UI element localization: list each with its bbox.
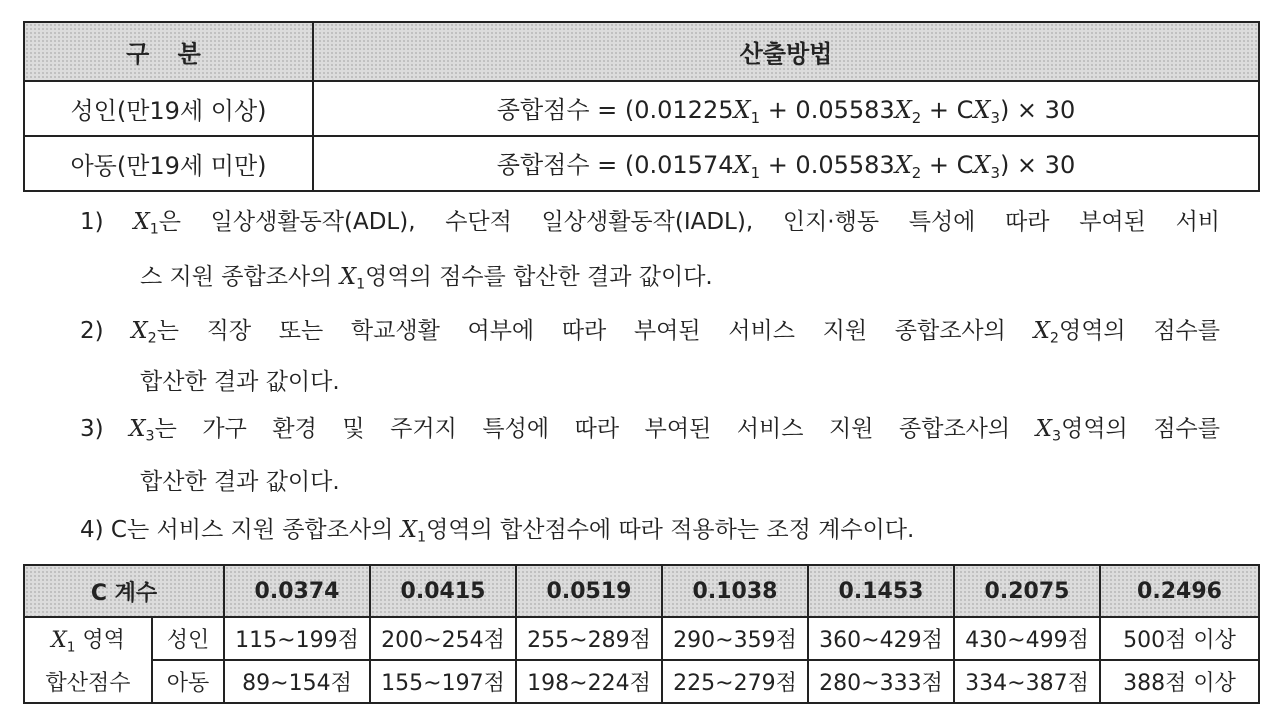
formula-cell: 종합점수 = $(0.01574X_1 + 0.05583X_2 + CX_3) \times 30$: [313, 136, 1259, 191]
coefficient-value: 0.2496: [1100, 565, 1259, 617]
range-cell: 280~333점: [808, 660, 954, 703]
range-cell: 198~224점: [516, 660, 662, 703]
coefficient-table: [23, 564, 1260, 704]
range-cell: 334~387점: [954, 660, 1100, 703]
note-2-line-2: 합산한 결과 값이다.: [140, 369, 340, 395]
group-cell: 아동(만19세 미만): [24, 136, 313, 191]
group-cell: 성인(만19세 이상): [24, 81, 313, 136]
formula-cell: 종합점수 = $(0.01225X_1 + 0.05583X_2 + CX_3) \times 30$: [313, 81, 1259, 136]
group-cell: 성인: [152, 617, 224, 660]
formula-table: [23, 21, 1260, 192]
range-cell: 388점 이상: [1100, 660, 1259, 703]
range-cell: 255~289점: [516, 617, 662, 660]
table-row: [24, 660, 1259, 703]
coefficient-value: 0.1453: [808, 565, 954, 617]
coefficient-value: 0.1038: [662, 565, 808, 617]
formula-table-header: [24, 22, 1259, 81]
range-cell: 500점 이상: [1100, 617, 1259, 660]
score-label-line-1: $X_1$ 영역: [24, 617, 152, 660]
division-header: 구 분: [24, 22, 313, 81]
range-cell: 200~254점: [370, 617, 516, 660]
range-cell: 290~359점: [662, 617, 808, 660]
coefficient-value: 0.2075: [954, 565, 1100, 617]
table-row: [24, 136, 1259, 191]
table-row: [24, 617, 1259, 660]
table-row: [24, 81, 1259, 136]
score-label-line-2: 합산점수: [24, 660, 152, 703]
note-2-line-1: 2) $X_2$는 직장 또는 학교생활 여부에 따라 부여된 서비스 지원 종합조사의 $X_2$영역의 점수를: [80, 318, 1220, 347]
method-header: 산출방법: [313, 22, 1259, 81]
range-cell: 115~199점: [224, 617, 370, 660]
range-cell: 155~197점: [370, 660, 516, 703]
coefficient-value: 0.0415: [370, 565, 516, 617]
note-3-line-1: 3) $X_3$는 가구 환경 및 주거지 특성에 따라 부여된 서비스 지원 종합조사의 $X_3$영역의 점수를: [80, 416, 1220, 445]
note-1-line-2: 스 지원 종합조사의 $X_1$영역의 점수를 합산한 결과 값이다.: [140, 264, 713, 293]
range-cell: 225~279점: [662, 660, 808, 703]
range-cell: 430~499점: [954, 617, 1100, 660]
coefficient-value: 0.0519: [516, 565, 662, 617]
range-cell: 89~154점: [224, 660, 370, 703]
c-coefficient-label: C 계수: [24, 565, 224, 617]
note-1-line-1: 1) $X_1$은 일상생활동작(ADL), 수단적 일상생활동작(IADL), 인지·행동 특성에 따라 부여된 서비: [80, 209, 1221, 238]
range-cell: 360~429점: [808, 617, 954, 660]
group-cell: 아동: [152, 660, 224, 703]
coefficient-header-row: [24, 565, 1259, 617]
note-3-line-2: 합산한 결과 값이다.: [140, 469, 340, 495]
note-4-line-1: 4) C는 서비스 지원 종합조사의 $X_1$영역의 합산점수에 따라 적용하는 조정 계수이다.: [80, 517, 915, 546]
coefficient-value: 0.0374: [224, 565, 370, 617]
